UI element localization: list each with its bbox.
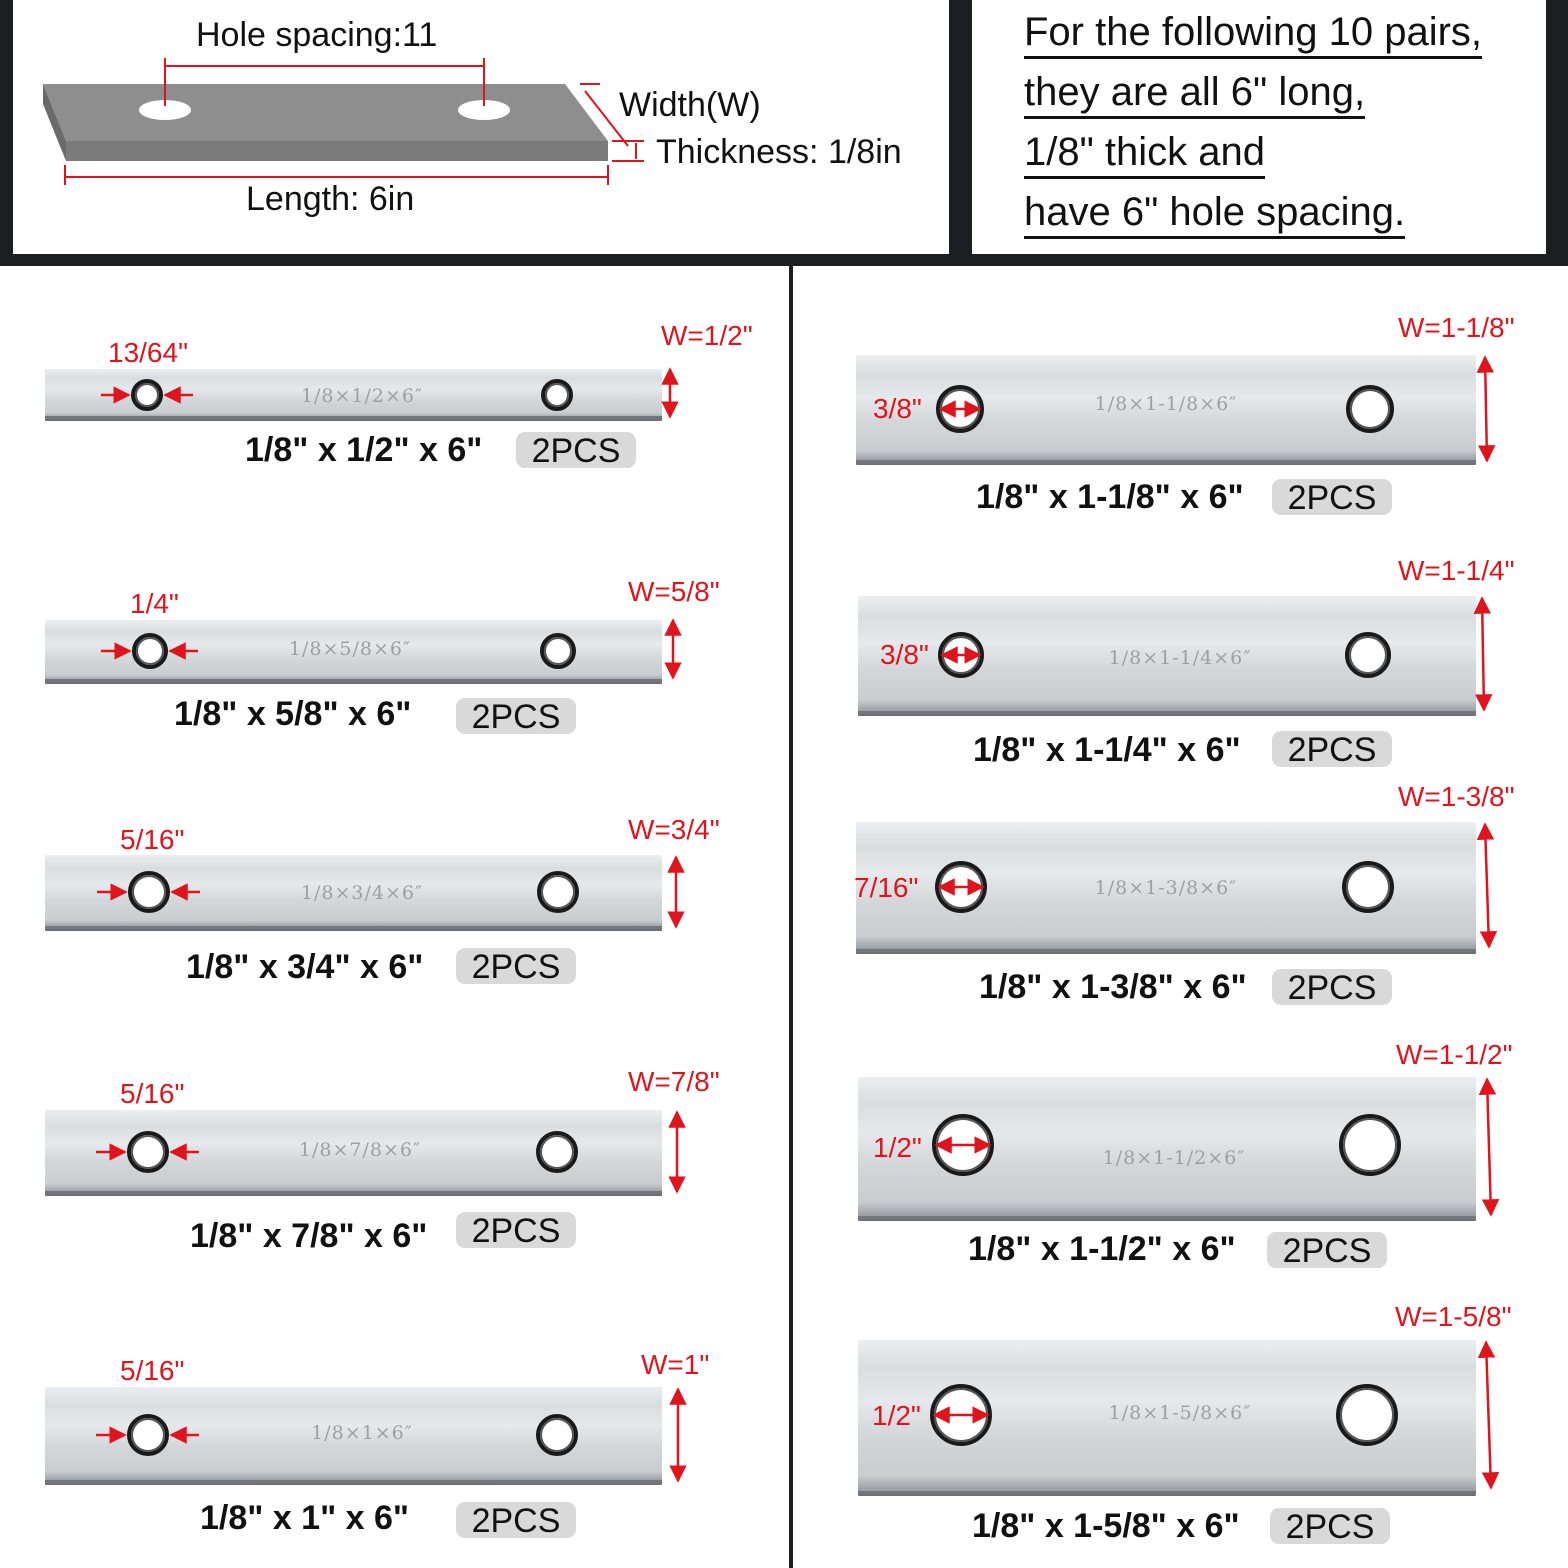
- bar-engraving: 1/8×1×6″: [311, 1422, 413, 1444]
- hole-diameter-label: 7/16": [854, 872, 919, 903]
- note-line-4: have 6" hole spacing.: [1024, 192, 1405, 239]
- hole-diameter-label: 1/2": [873, 1132, 922, 1163]
- bar-engraving: 1/8×5/8×6″: [288, 638, 412, 660]
- quantity-badge: 2PCS: [1272, 731, 1392, 767]
- bar-engraving: 1/8×1-3/8×6″: [1094, 877, 1238, 899]
- quantity-badge: 2PCS: [516, 432, 636, 468]
- width-label: W=5/8": [628, 576, 720, 607]
- quantity-badge: 2PCS: [456, 698, 576, 734]
- bar-engraving: 1/8×1-1/8×6″: [1094, 393, 1238, 415]
- hole-spacing-label: Hole spacing:11: [196, 16, 438, 54]
- width-label: W=1-1/8": [1398, 312, 1515, 343]
- size-spec: 1/8" x 3/4" x 6": [186, 948, 424, 986]
- width-arrow: [1485, 824, 1489, 947]
- quantity-badge: 2PCS: [456, 1502, 576, 1538]
- thickness-label: Thickness: 1/8in: [656, 133, 902, 171]
- width-label: W=7/8": [628, 1066, 720, 1097]
- width-label: W=1-1/4": [1398, 555, 1515, 586]
- width-arrow: [1485, 357, 1487, 461]
- note-line-1: For the following 10 pairs,: [1024, 12, 1482, 59]
- width-label: Width(W): [619, 86, 761, 124]
- hole-diameter-label: 3/8": [873, 393, 922, 424]
- quantity-badge: 2PCS: [1272, 479, 1392, 515]
- hole-diameter-label: 5/16": [120, 1078, 185, 1109]
- width-label: W=1-5/8": [1395, 1301, 1512, 1332]
- size-spec: 1/8" x 1/2" x 6": [245, 431, 483, 469]
- size-spec: 1/8" x 1-1/4" x 6": [973, 731, 1241, 769]
- note-line-3: 1/8" thick and: [1024, 132, 1265, 179]
- size-spec: 1/8" x 5/8" x 6": [174, 695, 412, 733]
- quantity-badge: 2PCS: [1270, 1508, 1390, 1544]
- bar-engraving: 1/8×3/4×6″: [300, 882, 424, 904]
- size-spec: 1/8" x 1" x 6": [200, 1499, 410, 1537]
- quantity-badge: 2PCS: [456, 948, 576, 984]
- hole-diameter-label: 1/4": [130, 588, 179, 619]
- size-spec: 1/8" x 1-1/8" x 6": [976, 478, 1244, 516]
- size-spec: 1/8" x 1-1/2" x 6": [968, 1230, 1236, 1268]
- width-label: W=1/2": [661, 320, 753, 351]
- quantity-badge: 2PCS: [456, 1212, 576, 1248]
- size-spec: 1/8" x 1-3/8" x 6": [979, 968, 1247, 1006]
- quantity-badge: 2PCS: [1272, 969, 1392, 1005]
- length-label: Length: 6in: [246, 180, 415, 218]
- hole-diameter-label: 13/64": [108, 337, 189, 368]
- note-line-2: they are all 6" long,: [1024, 72, 1365, 119]
- hole-diameter-label: 3/8": [880, 639, 929, 670]
- hole-diameter-label: 5/16": [120, 1355, 185, 1386]
- width-arrow: [1482, 598, 1484, 710]
- hole-diameter-label: 1/2": [872, 1400, 921, 1431]
- width-label: W=1-1/2": [1396, 1039, 1513, 1070]
- size-spec: 1/8" x 1-5/8" x 6": [972, 1507, 1240, 1545]
- width-arrow: [1486, 1342, 1491, 1488]
- bar-engraving: 1/8×1-1/4×6″: [1108, 647, 1252, 669]
- quantity-badge: 2PCS: [1267, 1232, 1387, 1268]
- bar-engraving: 1/8×1-1/2×6″: [1102, 1147, 1246, 1169]
- width-label: W=1": [641, 1349, 710, 1380]
- width-label: W=3/4": [628, 814, 720, 845]
- width-label: W=1-3/8": [1398, 781, 1515, 812]
- width-arrow: [1487, 1079, 1491, 1215]
- bar-engraving: 1/8×1-5/8×6″: [1108, 1402, 1252, 1424]
- hole-diameter-label: 5/16": [120, 824, 185, 855]
- size-spec: 1/8" x 7/8" x 6": [190, 1217, 428, 1255]
- bar-engraving: 1/8×7/8×6″: [298, 1139, 422, 1161]
- bar-engraving: 1/8×1/2×6″: [300, 385, 424, 407]
